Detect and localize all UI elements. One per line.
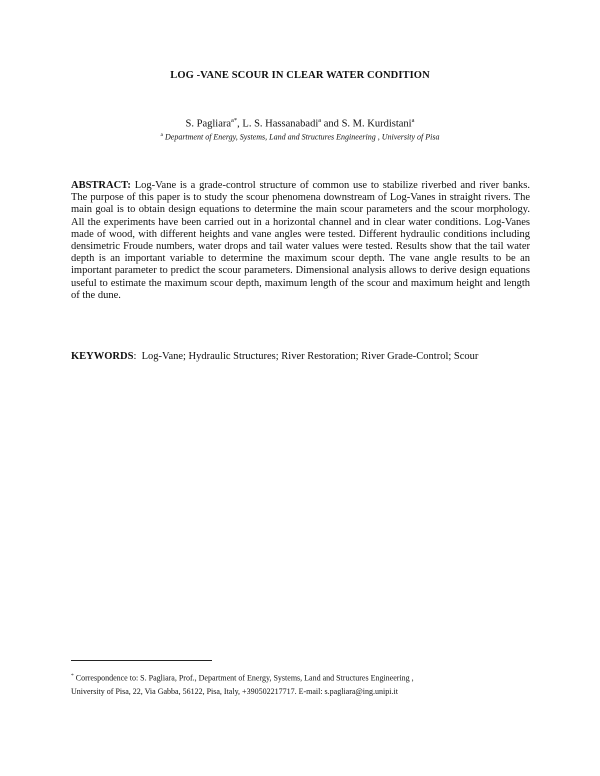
paper-title: LOG -VANE SCOUR IN CLEAR WATER CONDITION [170, 70, 430, 81]
affiliation-text: Department of Energy, Systems, Land and Structures Engineering , University of Pisa [164, 132, 440, 142]
affiliation-mark: a [160, 132, 163, 138]
keywords: KEYWORDS: Log-Vane; Hydraulic Structures; River Restoration; River Grade-Control; Scour [71, 351, 479, 362]
author-separator: , [237, 118, 243, 130]
footnote-divider [71, 660, 212, 661]
author-mark: a [318, 117, 322, 124]
keywords-label: KEYWORDS [71, 351, 134, 362]
keywords-text: Log-Vane; Hydraulic Structures; River Restoration; River Grade-Control; Scour [141, 351, 479, 362]
author-name: L. S. Hassanabadi [242, 118, 319, 130]
author-separator: and [321, 118, 342, 130]
abstract-text: Log-Vane is a grade-control structure of common use to stabilize riverbed and river banks. The purpose of this paper is to study the scour phenomena downstream of Log-Vanes in straight rivers. The main goal is to obtain design equations to determine the main scour parameters and the scour morphology. All the experiments have been carried out in a horizontal channel and in clear water conditions. Log-Vanes made of wood, with different heights and vane angles were tested. Different hydraulic conditions including densimetric Froude numbers, water drops and tail water values were tested. Results show that the tail water depth is an important variable to determine the maximum scour depth. The vane angle results to be an important parameter to predict the scour parameters. Dimensional analysis allows to derive design equations useful to estimate the maximum scour depth, maximum length of the scour and maximum height and length of the dune. [71, 180, 530, 301]
footnote-mark: * [71, 673, 74, 679]
footnote-line-2: University of Pisa, 22, Via Gabba, 56122, Pisa, Italy, +390502217717. E-mail: s.pagliara@ing.unipi.it [71, 687, 398, 697]
abstract [71, 180, 530, 302]
author-line [70, 117, 530, 130]
abstract-label: ABSTRACT: [71, 180, 131, 191]
author-name: S. M. Kurdistani [341, 118, 412, 130]
affiliation [70, 132, 530, 142]
author-name: S. Pagliara [185, 118, 232, 130]
author-mark: a [411, 117, 415, 124]
author-mark: a* [231, 117, 238, 124]
footnote [71, 670, 541, 699]
footnote-line-1: Correspondence to: S. Pagliara, Prof., Department of Energy, Systems, Land and Structures Engineering , [75, 673, 414, 683]
